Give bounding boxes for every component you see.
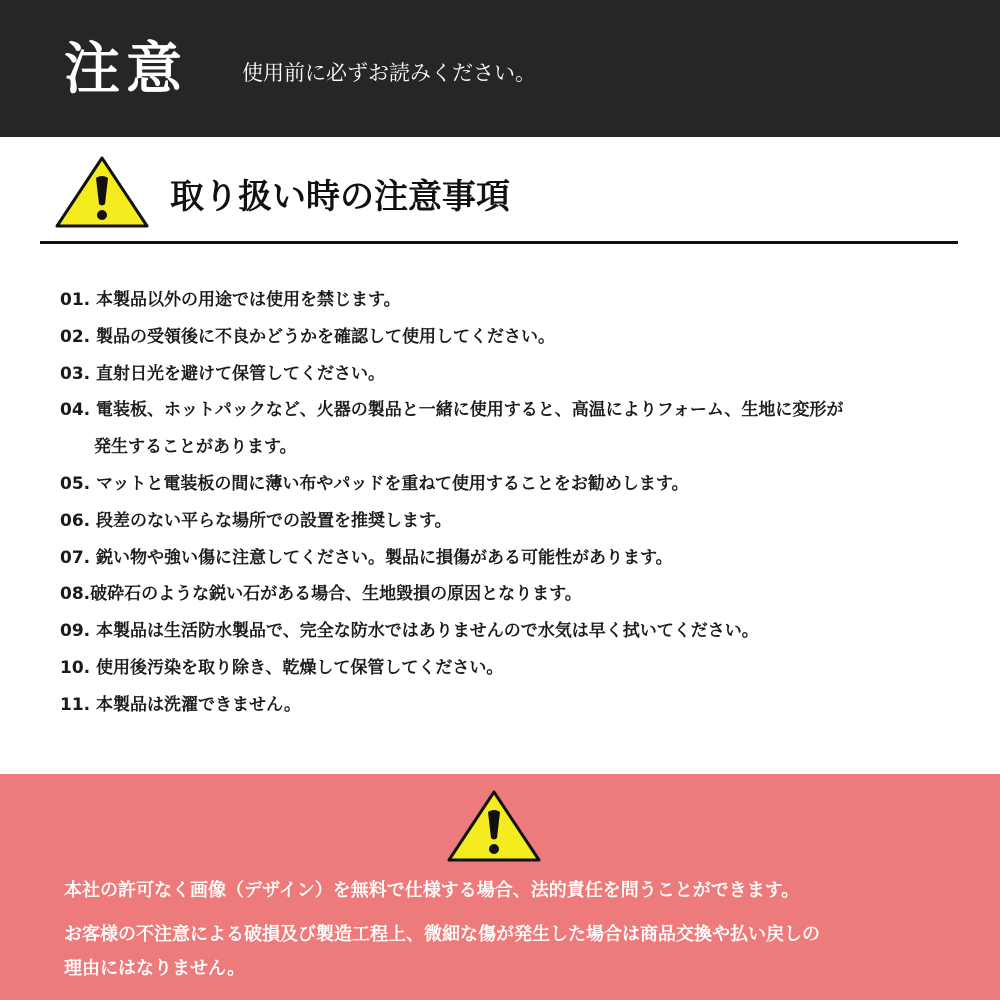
- header-bar: [0, 0, 1000, 137]
- notes-list: [60, 282, 960, 724]
- list-item: 06. 段差のない平らな場所での設置を推奨します。: [60, 510, 452, 531]
- list-item: 10. 使用後汚染を取り除き、乾燥して保管してください。: [60, 657, 504, 678]
- list-item: 02. 製品の受領後に不良かどうかを確認して使用してください。: [60, 326, 556, 347]
- list-item: 07. 鋭い物や強い傷に注意してください。製品に損傷がある可能性があります。: [60, 547, 673, 568]
- list-item: 01. 本製品以外の用途では使用を禁じます。: [60, 290, 401, 310]
- notice-line-1: 本社の許可なく画像（デザイン）を無料で仕様する場合、法的責任を問うことができます。: [64, 880, 800, 901]
- section-divider: [40, 241, 958, 244]
- warning-triangle-icon: [54, 154, 150, 230]
- warning-triangle-icon: [446, 788, 542, 864]
- list-item: 08.破砕石のような鋭い石がある場合、生地毀損の原因となります。: [60, 584, 582, 605]
- notice-line-3: 理由にはなりません。: [64, 958, 246, 979]
- list-item-continuation: 発生することがあります。: [94, 437, 297, 458]
- page-title: 注意: [64, 37, 188, 102]
- list-item: 11. 本製品は洗濯できません。: [60, 694, 302, 715]
- page-subtitle: 使用前に必ずお読みください。: [242, 61, 536, 85]
- list-item: 04. 電装板、ホットパックなど、火器の製品と一緒に使用すると、高温によりフォーム、生地に変形が 発生することがあります。: [60, 392, 960, 466]
- copyright-notice-panel: [0, 774, 1000, 1000]
- list-item: 05. マットと電装板の間に薄い布やパッドを重ねて使用することをお勧めします。: [60, 473, 689, 494]
- list-item: 09. 本製品は生活防水製品で、完全な防水ではありませんので水気は早く拭いてください。: [60, 621, 759, 642]
- notice-line-2: お客様の不注意による破損及び製造工程上、微細な傷が発生した場合は商品交換や払い戻しの: [64, 924, 820, 945]
- list-item: 03. 直射日光を避けて保管してください。: [60, 363, 386, 384]
- section-title: 取り扱い時の注意事項: [170, 177, 510, 217]
